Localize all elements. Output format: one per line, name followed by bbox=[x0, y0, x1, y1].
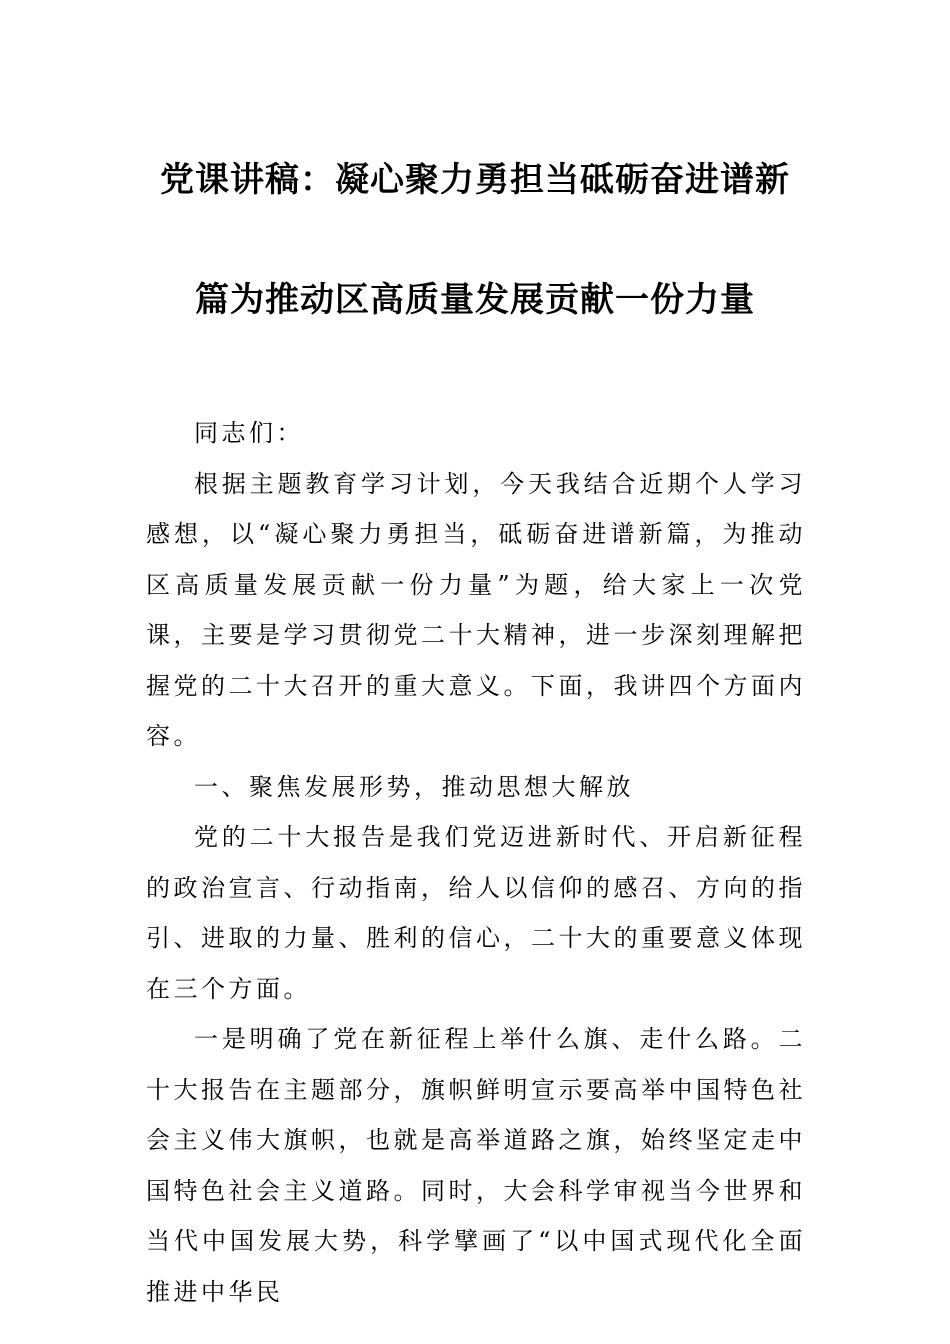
salutation: 同志们： bbox=[194, 419, 304, 447]
paragraph: 一是明确了党在新征程上举什么旗、走什么路。二十大报告在主题部分，旗帜鲜明宣示要高举中国特色社会主义伟大旗帜，也就是高举道路之旗，始终坚定走中国特色社会主义道路。同时，大会科学审视当今世界和当代中国发展大势，科学擘画了“以中国式现代化全面推进中华民 bbox=[146, 1025, 806, 1306]
document-body bbox=[146, 408, 806, 1317]
document-title-line-2: 篇为推动区高质量发展贡献一份力量 bbox=[195, 280, 755, 320]
paragraph: 党的二十大报告是我们党迈进新时代、开启新征程的政治宣言、行动指南，给人以信仰的感召、方向的指引、进取的力量、胜利的信心，二十大的重要意义体现在三个方面。 bbox=[146, 823, 806, 1003]
section-heading-1: 一、聚焦发展形势，推动思想大解放 bbox=[194, 772, 634, 801]
document-title-line-1: 党课讲稿：凝心聚力勇担当砥砺奋进谱新 bbox=[160, 160, 790, 200]
paragraph-intro: 根据主题教育学习计划，今天我结合近期个人学习感想，以“凝心聚力勇担当，砥砺奋进谱新篇，为推动区高质量发展贡献一份力量”为题，给大家上一次党课，主要是学习贯彻党二十大精神，进一步深刻理解把握党的二十大召开的重大意义。下面，我讲四个方面内容。 bbox=[146, 469, 806, 750]
